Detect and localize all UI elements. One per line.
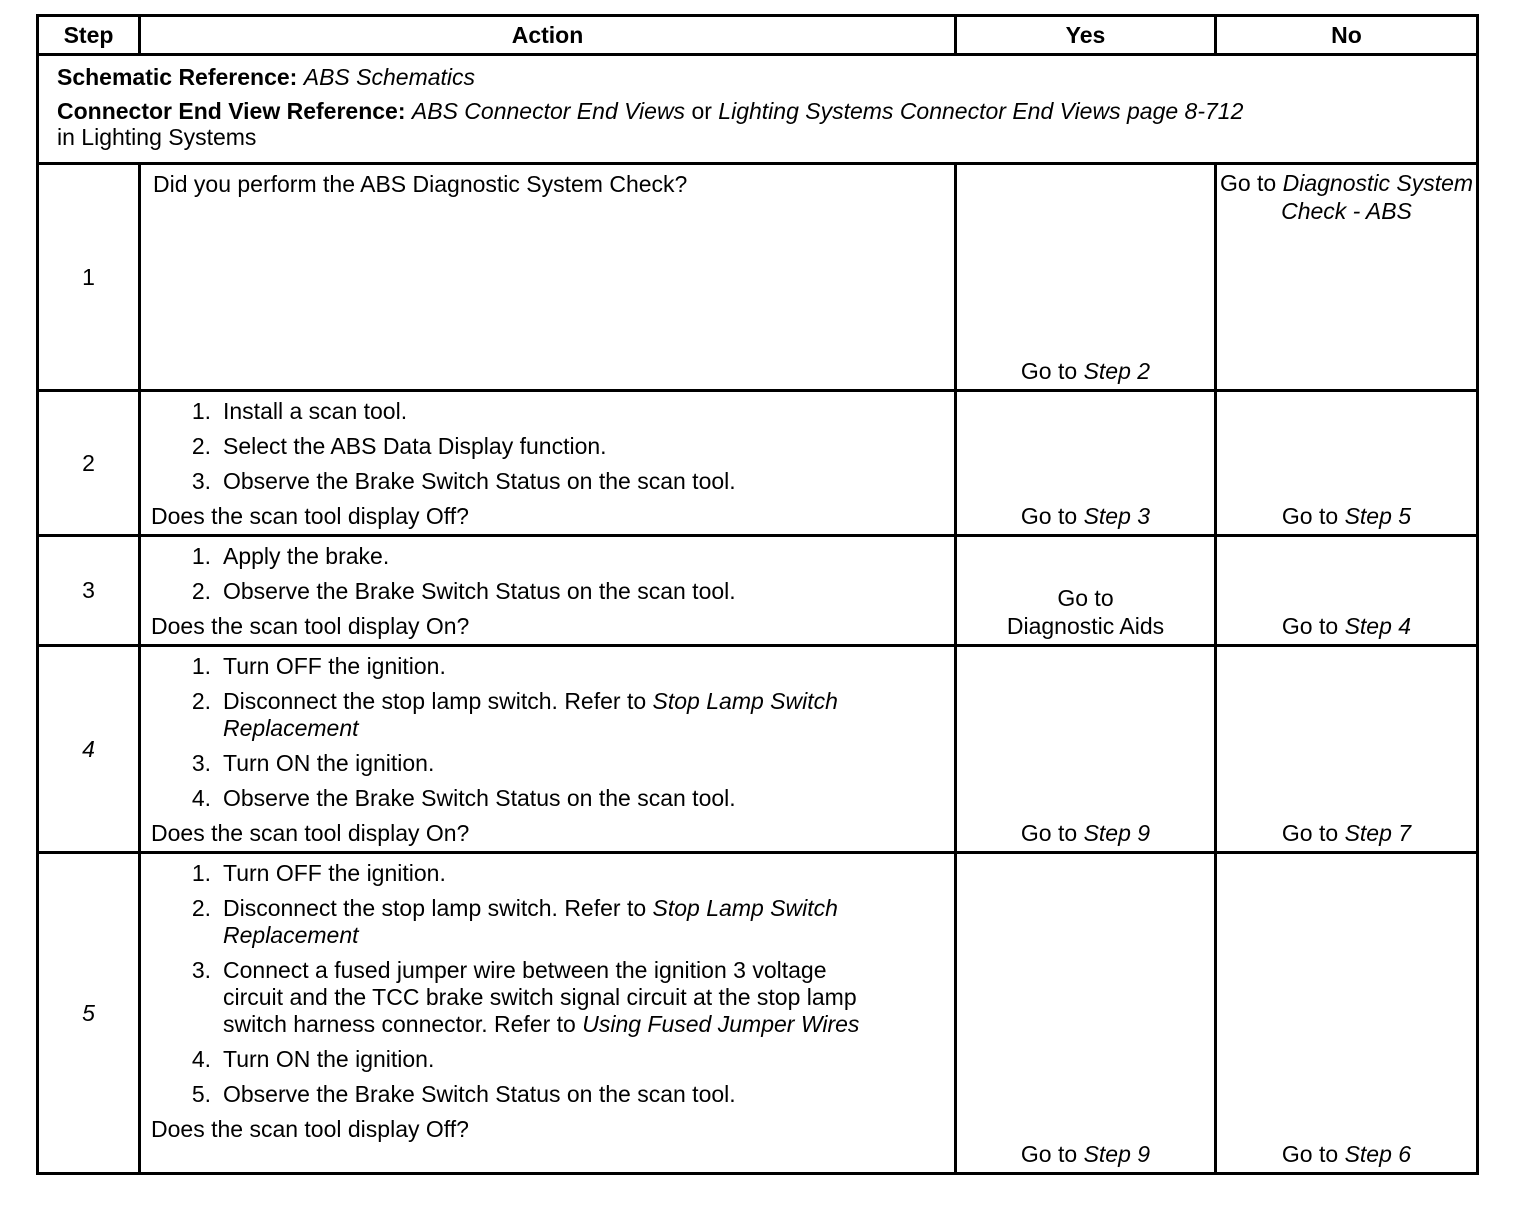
list-item: 1. Turn OFF the ignition. [191, 653, 446, 679]
jumper-wires-link[interactable]: Using Fused Jumper Wires [582, 1011, 860, 1037]
header-no: No [1216, 16, 1478, 55]
no-link[interactable]: Step 7 [1344, 820, 1412, 846]
diagnostic-table [36, 14, 1479, 1175]
action-cell [140, 391, 956, 536]
no-link[interactable]: Diagnostic System Check - ABS [1281, 170, 1474, 224]
yes-link[interactable]: Diagnostic Aids [1006, 613, 1165, 639]
reference-cell [38, 55, 1478, 164]
schematic-reference: Schematic Reference: ABS Schematics [57, 64, 476, 90]
yes-link[interactable]: Step 9 [1083, 820, 1151, 846]
list-item: 2. Disconnect the stop lamp switch. Refer to Stop Lamp Switch Replacement [191, 895, 838, 948]
reference-row [38, 55, 1478, 164]
yes-link[interactable]: Step 2 [1083, 358, 1151, 384]
list-item: 2. Disconnect the stop lamp switch. Refer to Stop Lamp Switch Replacement [191, 688, 838, 741]
yes-cell: Go to Step 9 [956, 853, 1216, 1174]
header-step: Step [38, 16, 140, 55]
list-item: 3. Connect a fused jumper wire between the ignition 3 voltage circuit and the TCC brake switch signal circuit at the stop lamp switch harness connector. Refer to Using Fused Jumper Wires [191, 957, 860, 1037]
step-number: 5 [38, 853, 140, 1174]
yes-link[interactable]: Step 9 [1083, 1141, 1151, 1167]
header-row [38, 16, 1478, 55]
question: Does the scan tool display Off? [151, 1116, 469, 1142]
no-link[interactable]: Step 6 [1344, 1141, 1412, 1167]
list-item: 3. Observe the Brake Switch Status on the scan tool. [191, 468, 736, 494]
list-item: 1. Apply the brake. [191, 543, 390, 569]
header-action: Action [140, 16, 956, 55]
list-item: 2. Select the ABS Data Display function. [191, 433, 607, 459]
yes-cell: Go to Step 2 [956, 164, 1216, 391]
list-item: 3. Turn ON the ignition. [191, 750, 435, 776]
yes-cell: Go to Diagnostic Aids [956, 536, 1216, 646]
table-row [38, 853, 1478, 1174]
no-cell: Go to Step 4 [1216, 536, 1478, 646]
action-cell [140, 853, 956, 1174]
no-link[interactable]: Step 5 [1344, 503, 1412, 529]
yes-link[interactable]: Step 3 [1083, 503, 1151, 529]
table-row [38, 536, 1478, 646]
no-cell: Go to Diagnostic System Check - ABS [1216, 164, 1478, 391]
question: Does the scan tool display On? [151, 820, 470, 846]
no-link[interactable]: Step 4 [1344, 613, 1412, 639]
list-item: 1. Turn OFF the ignition. [191, 860, 446, 886]
table-row [38, 391, 1478, 536]
list-item: 2. Observe the Brake Switch Status on the scan tool. [191, 578, 736, 604]
question: Does the scan tool display On? [151, 613, 470, 639]
list-item: 4. Observe the Brake Switch Status on the scan tool. [191, 785, 736, 811]
yes-cell: Go to Step 9 [956, 646, 1216, 853]
stop-lamp-link[interactable]: Stop Lamp Switch Replacement [223, 895, 838, 948]
no-cell: Go to Step 5 [1216, 391, 1478, 536]
step-number: 4 [38, 646, 140, 853]
question: Does the scan tool display Off? [151, 503, 469, 529]
action-cell [140, 536, 956, 646]
header-yes: Yes [956, 16, 1216, 55]
step-number: 2 [38, 391, 140, 536]
connector-page: page 8-712 [1126, 98, 1244, 124]
connector-link-lighting[interactable]: Lighting Systems Connector End Views [718, 98, 1121, 124]
step-number: 3 [38, 536, 140, 646]
action-cell [140, 646, 956, 853]
no-cell: Go to Step 7 [1216, 646, 1478, 853]
list-item: 5. Observe the Brake Switch Status on the scan tool. [191, 1081, 736, 1107]
connector-reference: Connector End View Reference: ABS Connector End Views or Lighting Systems Connector End Views page 8-712 in Lighting Systems [57, 98, 1244, 150]
question: Did you perform the ABS Diagnostic System Check? [153, 171, 688, 197]
list-item: 1. Install a scan tool. [191, 398, 408, 424]
step-number: 1 [38, 164, 140, 391]
stop-lamp-link[interactable]: Stop Lamp Switch Replacement [223, 688, 838, 741]
list-item: 4. Turn ON the ignition. [191, 1046, 435, 1072]
connector-link-abs[interactable]: ABS Connector End Views [411, 98, 686, 124]
table-row [38, 164, 1478, 391]
yes-cell: Go to Step 3 [956, 391, 1216, 536]
table-row [38, 646, 1478, 853]
action-cell [140, 164, 956, 391]
schematic-link[interactable]: ABS Schematics [303, 64, 476, 90]
no-cell: Go to Step 6 [1216, 853, 1478, 1174]
